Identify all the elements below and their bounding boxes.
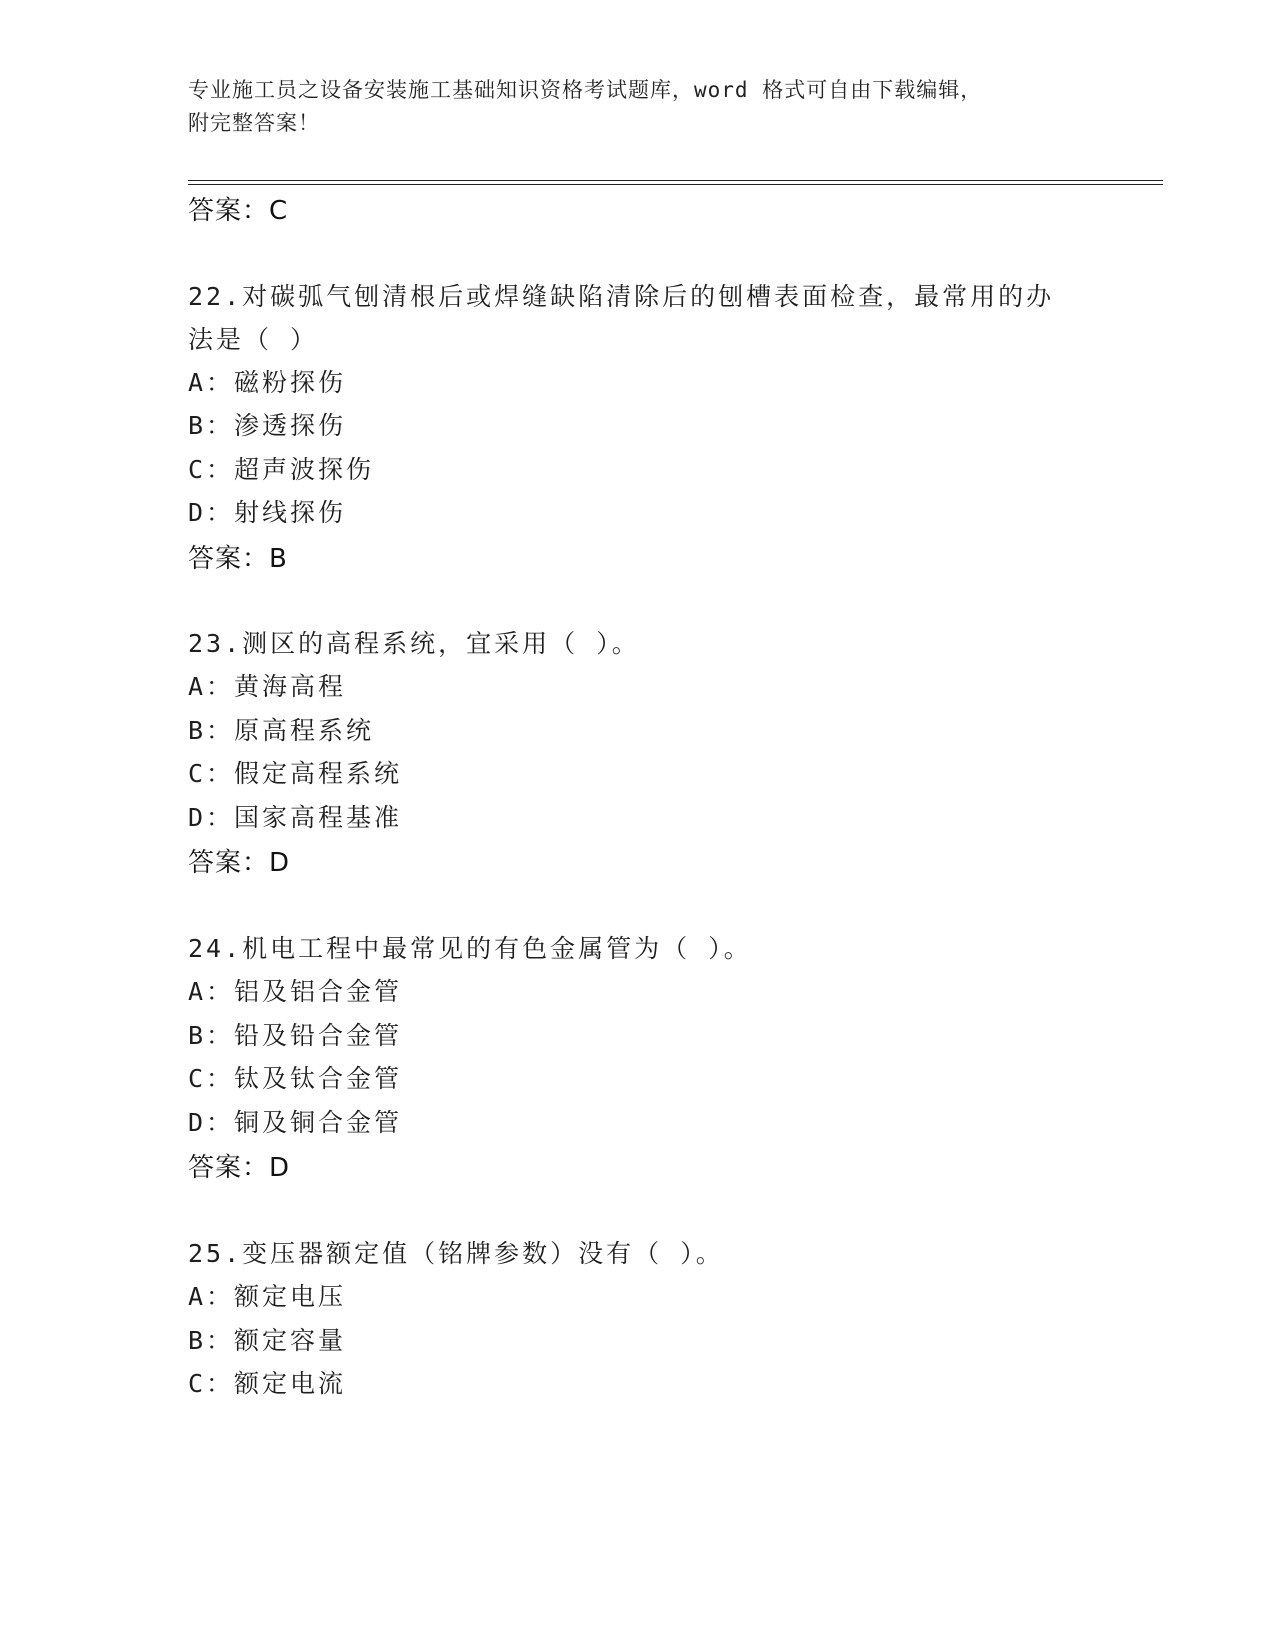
header-line-1: 专业施工员之设备安装施工基础知识资格考试题库，word 格式可自由下载编辑，	[188, 78, 983, 102]
option-item: A：额定电压	[188, 1282, 347, 1311]
option-item: D：射线探伤	[188, 498, 347, 527]
answer-line: 答案：D	[188, 1153, 291, 1183]
question-stem: 24.机电工程中最常见的有色金属管为（ ）。	[188, 934, 752, 963]
header-line-2: 附完整答案！	[188, 111, 320, 135]
option-item: D：国家高程基准	[188, 803, 403, 832]
answer-line: 答案：C	[188, 196, 289, 226]
option-item: B：额定容量	[188, 1326, 347, 1355]
option-item: B：铅及铅合金管	[188, 1021, 403, 1050]
question-stem: 22.对碳弧气刨清根后或焊缝缺陷清除后的刨槽表面检查，最常用的办	[188, 282, 1055, 311]
answer-line: 答案：D	[188, 848, 291, 878]
option-item: A：铝及铝合金管	[188, 977, 403, 1006]
header-divider-top	[188, 180, 1163, 181]
option-item: B：原高程系统	[188, 716, 375, 745]
question-stem: 23.测区的高程系统，宜采用（ ）。	[188, 629, 640, 658]
option-item: A：黄海高程	[188, 672, 347, 701]
option-item: C：钛及钛合金管	[188, 1064, 403, 1093]
question-stem-continued: 法是（ ）	[188, 325, 319, 354]
question-stem: 25.变压器额定值（铭牌参数）没有（ ）。	[188, 1239, 724, 1268]
option-item: C：超声波探伤	[188, 455, 375, 484]
option-item: C：额定电流	[188, 1369, 347, 1398]
document-header	[188, 74, 1068, 140]
option-item: A：磁粉探伤	[188, 368, 347, 397]
header-divider-bottom	[188, 184, 1163, 185]
option-item: D：铜及铜合金管	[188, 1108, 403, 1137]
option-item: C：假定高程系统	[188, 759, 403, 788]
option-item: B：渗透探伤	[188, 411, 347, 440]
answer-line: 答案：B	[188, 544, 288, 574]
